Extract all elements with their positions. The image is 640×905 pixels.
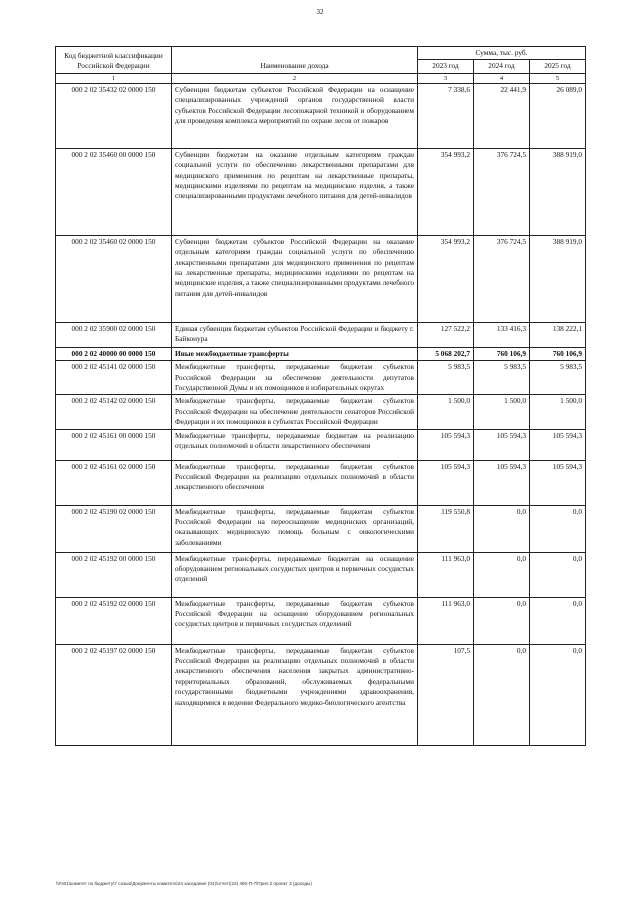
row-value-2025: 105 594,3	[530, 460, 586, 505]
table-row	[56, 460, 586, 505]
row-value-2023: 5 983,5	[418, 361, 474, 395]
row-value-2024: 376 724,5	[474, 148, 530, 235]
row-value-2025: 760 106,9	[530, 347, 586, 360]
table-row	[56, 83, 586, 148]
row-value-2024: 105 594,3	[474, 429, 530, 460]
row-value-2024: 105 594,3	[474, 460, 530, 505]
row-name: Межбюджетные трансферты, передаваемые бюджетам субъектов Российской Федерации на оснащение оборудованием региональных сосудистых центров и первичных сосудистых отделений	[172, 597, 418, 644]
row-value-2023: 105 594,3	[418, 429, 474, 460]
table-body	[56, 47, 586, 746]
row-value-2023: 107,5	[418, 644, 474, 745]
row-code: 000 2 02 35432 02 0000 150	[56, 83, 172, 148]
row-name: Межбюджетные трансферты, передаваемые бюджетам субъектов Российской Федерации на переоснащение медицинских организаций, оказывающих медицинскую помощь больным с онкологическими заболеваниями	[172, 505, 418, 552]
row-code: 000 2 02 45161 00 0000 150	[56, 429, 172, 460]
row-code: 000 2 02 35460 02 0000 150	[56, 235, 172, 322]
header-year-2025: 2025 год	[530, 60, 586, 73]
col-number-5: 5	[530, 73, 586, 83]
row-name: Межбюджетные трансферты, передаваемые бюджетам субъектов Российской Федерации на реализацию отдельных полномочий в области лекарственного обеспечения населения закрытых административно-территориальных образований, обслуживаемых федеральными государственными бюджетными учреждениями здравоохранения, находящимися в ведении Федерального медико-биологического агентства	[172, 644, 418, 745]
row-name: Межбюджетные трансферты, передаваемые бюджетам субъектов Российской Федерации на реализацию отдельных полномочий в области лекарственного обеспечения	[172, 460, 418, 505]
row-value-2025: 0,0	[530, 552, 586, 597]
row-value-2025: 105 594,3	[530, 429, 586, 460]
table-row	[56, 235, 586, 322]
row-code: 000 2 02 45141 02 0000 150	[56, 361, 172, 395]
table-row	[56, 429, 586, 460]
table-row	[56, 148, 586, 235]
row-value-2024: 0,0	[474, 644, 530, 745]
row-value-2023: 1 500,0	[418, 395, 474, 429]
header-row	[56, 47, 586, 60]
col-number-4: 4	[474, 73, 530, 83]
row-value-2025: 0,0	[530, 644, 586, 745]
row-name: Субвенции бюджетам субъектов Российской Федерации на оказание отдельным категориям граждан социальной услуги по обеспечению лекарственными препаратами для медицинского применения по рецептам на лекарственные препараты, медицинскими изделиями по рецептам на медицинские изделия, а также специализированными продуктами лечебного питания для детей-инвалидов	[172, 235, 418, 322]
header-name: Наименование дохода	[172, 47, 418, 74]
row-value-2024: 133 416,3	[474, 322, 530, 347]
row-value-2025: 138 222,1	[530, 322, 586, 347]
col-number-2: 2	[172, 73, 418, 83]
row-name: Межбюджетные трансферты, передаваемые бюджетам субъектов Российской Федерации на обеспечение деятельности депутатов Государственной Думы и их помощников в избирательных округах	[172, 361, 418, 395]
row-code: 000 2 02 45192 02 0000 150	[56, 597, 172, 644]
row-value-2024: 760 106,9	[474, 347, 530, 360]
row-value-2024: 376 724,5	[474, 235, 530, 322]
row-name: Межбюджетные трансферты, передаваемые бюджетам на оснащение оборудованием региональных сосудистых центров и первичных сосудистых отделений	[172, 552, 418, 597]
row-code: 000 2 02 45197 02 0000 150	[56, 644, 172, 745]
file-path-footer: \\Fs01\комитет по бюджету\7 созыв\Документы комитета\24 заседание (04)\отчет\(24) 460-П-7\Прил 2 проект 3 (доходы)	[56, 881, 312, 886]
table-row	[56, 322, 586, 347]
table-row	[56, 644, 586, 745]
header-sum: Сумма, тыс. руб.	[418, 47, 586, 60]
table-row	[56, 552, 586, 597]
page-number: 32	[316, 8, 324, 16]
table-row	[56, 505, 586, 552]
row-name: Единая субвенция бюджетам субъектов Российской Федерации и бюджету г. Байконура	[172, 322, 418, 347]
row-code: 000 2 02 45161 02 0000 150	[56, 460, 172, 505]
row-code: 000 2 02 35460 00 0000 150	[56, 148, 172, 235]
row-value-2025: 0,0	[530, 505, 586, 552]
row-value-2023: 105 594,3	[418, 460, 474, 505]
table-row	[56, 597, 586, 644]
row-code: 000 2 02 35900 02 0000 150	[56, 322, 172, 347]
row-value-2023: 119 550,8	[418, 505, 474, 552]
col-number-1: 1	[56, 73, 172, 83]
row-value-2025: 388 919,0	[530, 148, 586, 235]
column-number-row	[56, 73, 586, 83]
row-name: Межбюджетные трансферты, передаваемые бюджетам на реализацию отдельных полномочий в области лекарственного обеспечения	[172, 429, 418, 460]
row-value-2023: 5 068 202,7	[418, 347, 474, 360]
budget-table	[55, 46, 586, 746]
row-value-2023: 7 338,6	[418, 83, 474, 148]
row-value-2023: 127 522,2	[418, 322, 474, 347]
row-name: Субвенции бюджетам субъектов Российской Федерации на оснащение специализированных учреждений органов государственной власти субъектов Российской Федерации лесопожарной техникой и оборудованием для проведения комплекса мероприятий по охране лесов от пожаров	[172, 83, 418, 148]
header-code: Код бюджетной классификации Российской Федерации	[56, 47, 172, 74]
row-name: Иные межбюджетные трансферты	[172, 347, 418, 360]
table-row	[56, 361, 586, 395]
row-value-2024: 22 441,9	[474, 83, 530, 148]
row-value-2025: 388 919,0	[530, 235, 586, 322]
row-value-2024: 0,0	[474, 552, 530, 597]
row-value-2024: 0,0	[474, 597, 530, 644]
row-name: Межбюджетные трансферты, передаваемые бюджетам субъектов Российской Федерации на обеспечение деятельности сенаторов Российской Федерации и их помощников в субъектах Российской Федерации	[172, 395, 418, 429]
row-value-2023: 111 963,0	[418, 552, 474, 597]
table-row	[56, 395, 586, 429]
row-name: Субвенции бюджетам на оказание отдельным категориям граждан социальной услуги по обеспечению лекарственными препаратами для медицинского применения по рецептам на лекарственные препараты, медицинскими изделиями по рецептам на медицинские изделия, а также специализированными продуктами лечебного питания для детей-инвалидов	[172, 148, 418, 235]
row-value-2024: 1 500,0	[474, 395, 530, 429]
row-value-2024: 0,0	[474, 505, 530, 552]
row-value-2023: 354 993,2	[418, 148, 474, 235]
row-code: 000 2 02 45192 00 0000 150	[56, 552, 172, 597]
row-value-2025: 26 089,0	[530, 83, 586, 148]
row-code: 000 2 02 45190 02 0000 150	[56, 505, 172, 552]
row-value-2025: 0,0	[530, 597, 586, 644]
row-value-2025: 5 983,5	[530, 361, 586, 395]
row-value-2023: 111 963,0	[418, 597, 474, 644]
row-code: 000 2 02 40000 00 0000 150	[56, 347, 172, 360]
row-value-2023: 354 993,2	[418, 235, 474, 322]
table-row	[56, 347, 586, 360]
row-value-2025: 1 500,0	[530, 395, 586, 429]
header-year-2024: 2024 год	[474, 60, 530, 73]
header-year-2023: 2023 год	[418, 60, 474, 73]
col-number-3: 3	[418, 73, 474, 83]
row-code: 000 2 02 45142 02 0000 150	[56, 395, 172, 429]
row-value-2024: 5 983,5	[474, 361, 530, 395]
